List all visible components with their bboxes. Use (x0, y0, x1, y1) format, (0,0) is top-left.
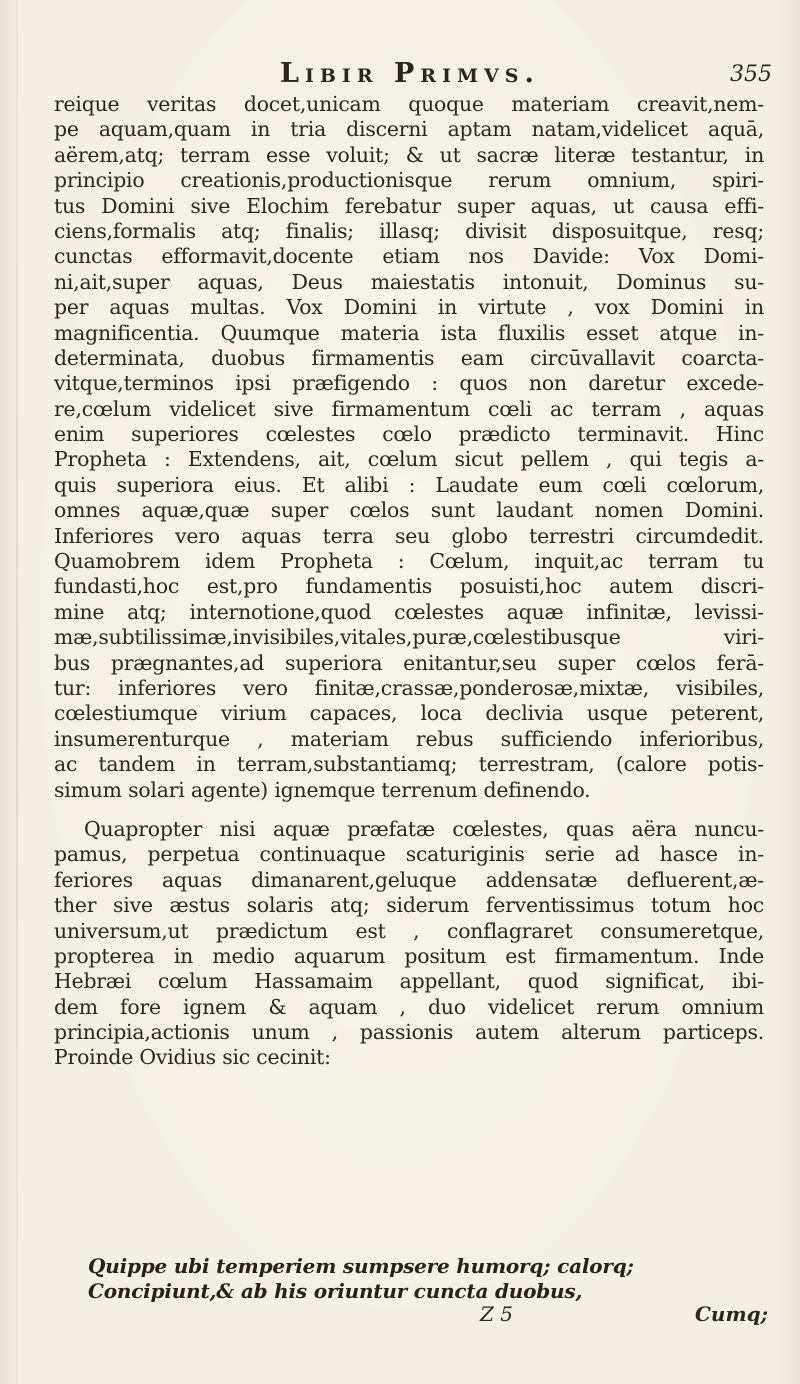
page-fold-shadow (16, 0, 18, 1384)
text-line: determinata, duobus firmamentis eam circūvallavit coarcta- (54, 345, 764, 370)
page-footer (88, 1302, 768, 1332)
text-line: principia,actionis unum , passionis autem alterum particeps. (54, 1020, 764, 1045)
body-text (54, 92, 764, 1071)
text-line: propterea in medio aquarum positum est firmamentum. Inde (54, 943, 764, 968)
text-line: feriores aquas dimanarent,geluque addensatæ defluerent,æ- (54, 867, 764, 892)
text-line: omnes aquæ,quæ super cœlos sunt laudant nomen Domini. (54, 498, 764, 523)
text-line: fundasti,hoc est,pro fundamentis posuisti,hoc autem discri- (54, 574, 764, 599)
text-line: vitque,terminos ipsi præfigendo : quos non daretur excede- (54, 371, 764, 396)
text-line: magnificentia. Quumque materia ista fluxilis esset atque in- (54, 320, 764, 345)
text-line: cunctas efformavit,docente etiam nos Davide: Vox Domi- (54, 244, 764, 269)
text-line: ac tandem in terram,substantiamq; terrestram, (calore potis- (54, 752, 764, 777)
verse-line: Quippe ubi temperiem sumpsere humorq; calorq; (88, 1254, 634, 1278)
text-line: enim superiores cœlestes cœlo prædicto terminavit. Hinc (54, 422, 764, 447)
text-line: reique veritas docet,unicam quoque materiam creavit,nem- (54, 92, 764, 116)
page-number: 355 (730, 62, 772, 87)
text-line: universum,ut prædictum est , conflagraret consumeretque, (54, 918, 764, 943)
text-line: Quapropter nisi aquæ præfatæ cœlestes, quas aëra nuncu- (84, 816, 764, 841)
text-line: per aquas multas. Vox Domini in virtute , vox Domini in (54, 295, 764, 320)
text-line: ther sive æstus solaris atq; siderum ferventissimus totum hoc (54, 893, 764, 918)
verse-line: Concipiunt,& ab his oriuntur cuncta duobus, (88, 1279, 583, 1303)
text-line: tus Domini sive Elochim ferebatur super aquas, ut causa effi- (54, 193, 764, 218)
text-line: mæ,subtilissimæ,invisibiles,vitales,puræ,cœlestibusque viri- (54, 625, 764, 650)
text-line: tur: inferiores vero finitæ,crassæ,ponderosæ,mixtæ, visibiles, (54, 675, 764, 700)
text-line: pe aquam,quam in tria discerni aptam natam,videlicet aquā, (54, 117, 764, 142)
page-header (140, 58, 780, 94)
text-line: pamus, perpetua continuaque scaturiginis serie ad hasce in- (54, 842, 764, 867)
text-line: Inferiores vero aquas terra seu globo terrestri circumdedit. (54, 523, 764, 548)
catchword: Cumq; (695, 1302, 768, 1326)
text-line: Hebræi cœlum Hassamaim appellant, quod significat, ibi- (54, 969, 764, 994)
text-line: aërem,atq; terram esse voluit; & ut sacræ literæ testantur, in (54, 142, 764, 167)
text-line: bus prægnantes,ad superiora enitantur,seu super cœlos ferā- (54, 650, 764, 675)
text-line: Propheta : Extendens, ait, cœlum sicut pellem , qui tegis a- (54, 447, 764, 472)
verse-quotation (88, 1254, 768, 1304)
text-line: dem fore ignem & aquam , duo videlicet rerum omnium (54, 994, 764, 1019)
signature-mark: Z 5 (480, 1302, 513, 1326)
text-line: mine atq; internotione,quod cœlestes aquæ infinitæ, levissi- (54, 599, 764, 624)
text-line: Proinde Ovidius sic cecinit: (54, 1045, 331, 1070)
paragraph-gap (54, 803, 764, 817)
running-title: Libir Primvs. (280, 58, 540, 89)
text-line: ciens,formalis atq; finalis; illasq; divisit disposuitque, resq; (54, 218, 764, 243)
text-line: cœlestiumque virium capaces, loca declivia usque peterent, (54, 701, 764, 726)
text-line: re,cœlum videlicet sive firmamentum cœli ac terram , aquas (54, 396, 764, 421)
text-line: simum solari agente) ignemque terrenum definendo. (54, 777, 591, 802)
text-line: insumerenturque , materiam rebus sufficiendo inferioribus, (54, 726, 764, 751)
text-line: principio creationis,productionisque rerum omnium, spiri- (54, 168, 764, 193)
text-line: Quamobrem idem Propheta : Cœlum, inquit,ac terram tu (54, 549, 764, 574)
text-line: quis superiora eius. Et alibi : Laudate eum cœli cœlorum, (54, 472, 764, 497)
text-line: ni,ait,super aquas, Deus maiestatis intonuit, Dominus su- (54, 269, 764, 294)
